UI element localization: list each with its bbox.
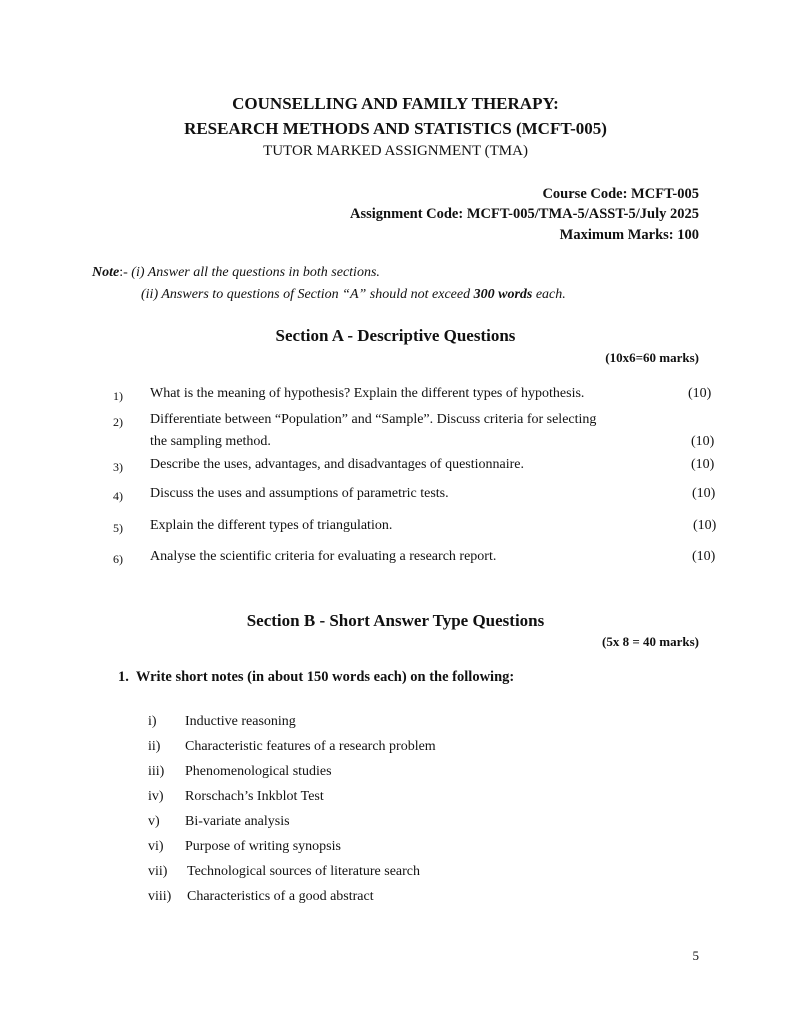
list-item-number: i) <box>148 714 157 729</box>
section-b-marks: (5x 8 = 40 marks) <box>602 634 699 649</box>
question-text: Describe the uses, advantages, and disadvantages of questionnaire. <box>150 457 524 472</box>
question-text: What is the meaning of hypothesis? Explain the different types of hypothesis. <box>150 386 585 401</box>
question-text: Differentiate between “Population” and “Sample”. Discuss criteria for selecting <box>150 412 597 427</box>
note-line-2 <box>141 287 566 303</box>
note-instruction-1: (i) Answer all the questions in both sections. <box>131 265 380 280</box>
question-number: 2) <box>113 415 123 429</box>
note-line-1 <box>92 265 380 281</box>
note-separator: :- <box>119 265 128 280</box>
question-marks: (10) <box>691 434 715 449</box>
question-number: 4) <box>113 489 123 503</box>
section-a-heading: Section A - Descriptive Questions <box>275 326 516 345</box>
page-number: 5 <box>692 948 699 963</box>
list-item-text: Characteristic features of a research problem <box>185 739 436 754</box>
document-subtitle: TUTOR MARKED ASSIGNMENT (TMA) <box>263 143 528 159</box>
list-item-text: Bi-variate analysis <box>185 814 290 829</box>
list-item-number: viii) <box>148 889 172 904</box>
list-item-number: iii) <box>148 764 165 779</box>
note-label: Note <box>92 265 120 280</box>
question-marks: (10) <box>693 518 717 533</box>
question-number: 1) <box>113 389 123 403</box>
note-instruction-2-end: each. <box>532 287 566 302</box>
question-marks: (10) <box>688 386 712 401</box>
list-item-text: Inductive reasoning <box>185 714 296 729</box>
list-item-text: Characteristics of a good abstract <box>187 889 374 904</box>
maximum-marks: Maximum Marks: 100 <box>559 227 699 243</box>
question-number: 3) <box>113 460 123 474</box>
section-b-heading: Section B - Short Answer Type Questions <box>246 611 545 630</box>
list-item-number: ii) <box>148 739 161 754</box>
question-marks: (10) <box>691 457 715 472</box>
question-marks: (10) <box>692 486 716 501</box>
list-item-number: v) <box>148 814 160 829</box>
question-text: Explain the different types of triangulation. <box>150 518 393 533</box>
list-item-number: iv) <box>148 789 164 804</box>
note-instruction-2-start: (ii) Answers to questions of Section “A” should not exceed <box>141 287 474 302</box>
list-item-text: Rorschach’s Inkblot Test <box>185 789 324 804</box>
question-number: 6) <box>113 552 123 566</box>
list-item-number: vi) <box>148 839 164 854</box>
section-b-instruction <box>118 669 514 686</box>
course-code: Course Code: MCFT-005 <box>542 186 699 202</box>
list-item-text: Phenomenological studies <box>185 764 332 779</box>
question-marks: (10) <box>692 549 716 564</box>
question-text: Discuss the uses and assumptions of parametric tests. <box>150 486 449 501</box>
list-item-number: vii) <box>148 864 168 879</box>
instruction-number: 1. <box>118 669 129 685</box>
section-a-marks: (10x6=60 marks) <box>605 350 699 365</box>
question-number: 5) <box>113 521 123 535</box>
instruction-text: Write short notes (in about 150 words each) on the following: <box>135 669 515 685</box>
document-title-line-2: RESEARCH METHODS AND STATISTICS (MCFT-005) <box>184 119 607 138</box>
question-text: Analyse the scientific criteria for evaluating a research report. <box>150 549 497 564</box>
list-item-text: Technological sources of literature search <box>187 864 421 879</box>
document-title-line-1: COUNSELLING AND FAMILY THERAPY: <box>232 94 559 113</box>
question-text-continued: the sampling method. <box>150 434 271 449</box>
list-item-text: Purpose of writing synopsis <box>185 839 341 854</box>
assignment-code: Assignment Code: MCFT-005/TMA-5/ASST-5/July 2025 <box>350 206 699 222</box>
note-word-limit: 300 words <box>473 287 533 302</box>
